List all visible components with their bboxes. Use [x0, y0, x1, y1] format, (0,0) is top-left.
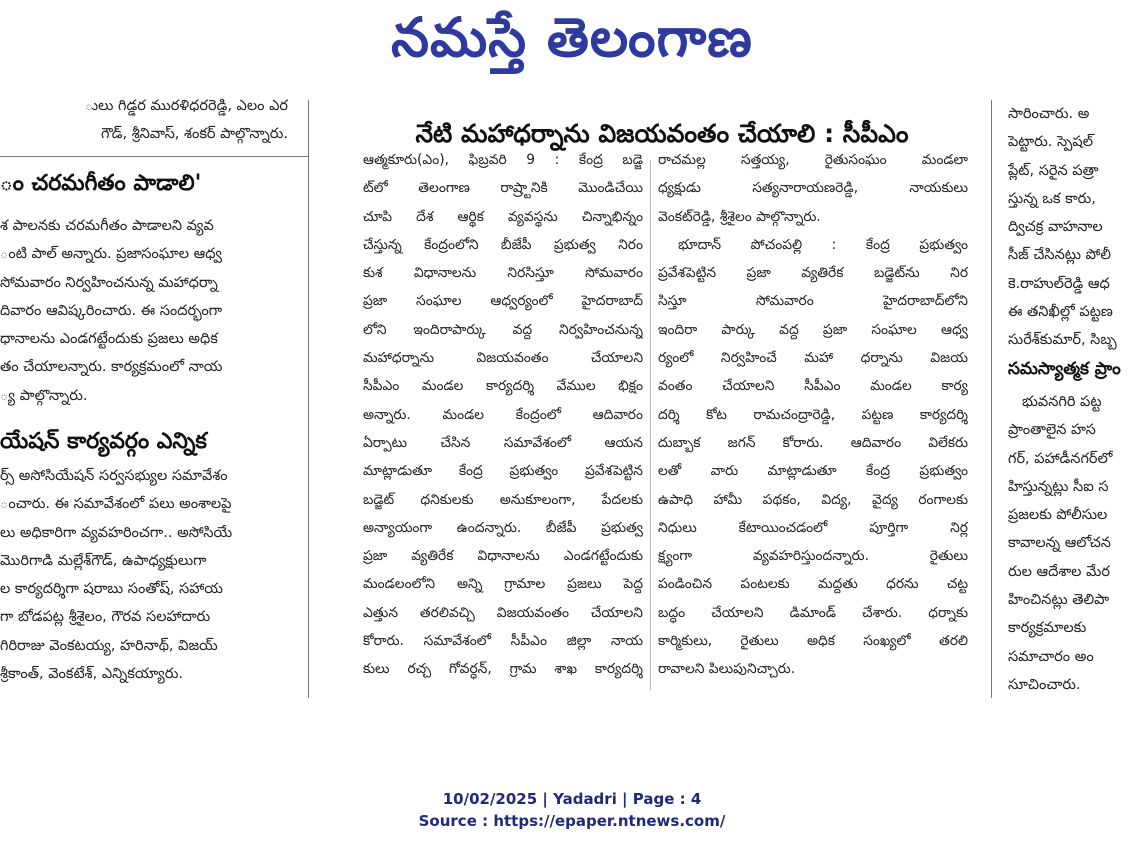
footer-source-link[interactable]: Source : https://epaper.ntnews.com/: [418, 812, 726, 830]
text-line: మాట్లాడుతూ కేంద్ర ప్రభుత్వం ప్రవేశపెట్టిన: [363, 463, 643, 480]
text-line: కార్మికులు, రైతులు అధిక సంఖ్యలో తరలి: [658, 633, 968, 650]
text-line: నిధులు కేటాయించడంలో పూర్తిగా నిర్ల: [658, 519, 968, 536]
text-line: ప్రజా వ్యతిరేక విధానాలను ఎండగట్టేందుకు: [363, 548, 643, 565]
text-line: ర్యంలో నిర్వహించే మహా ధర్నాను విజయ: [658, 350, 968, 367]
text-line: లతో వారు మాట్లాడుతూ కేంద్ర ప్రభుత్వం: [658, 463, 968, 480]
text-line: సురేశ్‌కుమార్‌, సిబ్బ: [1008, 332, 1117, 349]
text-line: ంచారు. ఈ సమావేశంలో పలు అంశాలపై: [0, 496, 232, 513]
text-line: ంటి పాల్‌ అన్నారు. ప్రజాసంఘాల ఆధ్వ: [0, 246, 222, 263]
text-line: మొరిగాడి మల్లేశ్‌గౌడ్‌, ఉపాధ్యక్షులుగా: [0, 552, 207, 569]
text-line: కుశ విధానాలను నిరసిస్తూ సోమవారం: [363, 265, 643, 282]
text-line: ఇందిరా పార్కు వద్ద ప్రజా సంఘాల ఆధ్వ: [658, 321, 968, 338]
text-line: పండించిన పంటలకు మద్దతు ధరను చట్ట: [658, 576, 968, 593]
text-line: తం చేయాలన్నారు. కార్యక్రమంలో నాయ: [0, 359, 223, 376]
masthead: [0, 0, 1144, 80]
text-line: మహాధర్నాను విజయవంతం చేయాలని: [363, 350, 643, 367]
text-line: ్య పాల్గొన్నారు.: [0, 387, 88, 404]
text-line: ఈ తనిఖీల్లో పట్టణ: [1008, 304, 1113, 321]
text-line: లు అధికారిగా వ్యవహరించగా.. అసోసియే: [0, 524, 233, 541]
text-line: ప్రాంతాలైన హస: [1008, 422, 1096, 439]
text-line: కె.రాహుల్‌రెడ్డి ఆధ: [1008, 275, 1110, 292]
text-line: ర్స్‌ అసోసియేషన్‌ సర్వసభ్యుల సమావేశం: [0, 468, 228, 484]
text-line: ధ్యక్షుడు సత్యనారాయణరెడ్డి, నాయకులు: [658, 180, 968, 197]
newspaper-title: నమస్తే తెలంగాణ: [391, 6, 753, 69]
left-story2-heading: యేషన్ కార్యవర్గం ఎన్నిక: [0, 429, 207, 454]
text-line: హిస్తున్నట్లు సీఐ స: [1008, 478, 1109, 495]
text-line: ఉపాధి హామీ పథకం, విద్య, వైద్య రంగాలకు: [658, 491, 968, 508]
text-line: రావాలని పిలుపునిచ్చారు.: [658, 661, 796, 678]
text-line: ులు గిడ్డర మురళిధరరెడ్డి, ఎలం ఎర: [84, 98, 288, 114]
text-line: సూచించారు.: [1008, 676, 1081, 693]
text-line: ద్విచక్ర వాహనాల: [1008, 219, 1103, 236]
main-story-column-1: [363, 146, 643, 694]
text-line: రుల ఆదేశాల మేర: [1008, 563, 1110, 580]
text-line: చేస్తున్న కేంద్రంలోని బీజేపీ ప్రభుత్వ నిరం: [363, 236, 643, 253]
left-story1-body: [0, 212, 290, 417]
text-line: ప్రజా సంఘాల ఆధ్వర్యంలో హైదరాబాద్‌: [363, 293, 643, 310]
text-line: సారించారు. అ: [1008, 106, 1090, 122]
text-line: లోని ఇందిరాపార్కు వద్ద నిర్వహించనున్న: [363, 321, 643, 338]
text-line: హించినట్లు తెలిపా: [1008, 592, 1110, 609]
text-line: మండలంలోని అన్ని గ్రామాల ప్రజలు పెద్ద: [363, 576, 643, 593]
text-line: శ పాలనకు చరమగీతం పాడాలని వ్యవ: [0, 218, 214, 234]
left-story1-heading: ం చరమగీతం పాడాలి': [0, 171, 202, 196]
text-line: గర్‌, పహాడీనగర్‌లో: [1008, 450, 1113, 467]
text-line: ఎత్తున తరలివచ్చి విజయవంతం చేయాలని: [363, 604, 643, 621]
text-line: వెంకట్‌రెడ్డి, శ్రీశైలం పాల్గొన్నారు.: [658, 208, 821, 225]
section-divider-left: [0, 156, 308, 157]
text-line: భూదాన్‌ పోచంపల్లి : కేంద్ర ప్రభుత్వం: [678, 236, 968, 253]
text-line: కోరారు. సమావేశంలో సీపీఎం జిల్లా నాయ: [363, 633, 643, 650]
text-line: సిస్తూ సోమవారం హైదరాబాద్‌లోని: [658, 293, 968, 310]
text-line: ఆత్మకూరు(ఎం), ఫిబ్రవరి 9 : కేంద్ర బడ్జె: [363, 152, 643, 168]
text-line: దుబ్బాక జగన్‌ కోరారు. ఆదివారం విలేకరు: [658, 434, 968, 451]
text-line: బద్ధం చేయాలని డిమాండ్‌ చేశారు. ధర్నాకు: [658, 604, 968, 621]
footer-date-edition: 10/02/2025 | Yadadri | Page : 4: [442, 790, 702, 808]
text-line: ప్రజలకు పోలీసుల: [1008, 507, 1108, 524]
text-line: ప్రవేశపెట్టిన ప్రజా వ్యతిరేక బడ్జెట్‌ను నిర: [658, 265, 968, 282]
text-line: దివారం ఆవిష్కరించారు. ఈ సందర్భంగా: [0, 302, 223, 319]
right-top-text: [1008, 100, 1144, 358]
text-line: సీజ్‌ చేసినట్లు పోలీ: [1008, 247, 1111, 264]
column-divider-left: [308, 100, 309, 698]
text-line: కావాలన్న ఆలోచన: [1008, 535, 1111, 552]
text-line: సీపీఎం మండల కార్యదర్శి వేముల భిక్షం: [363, 378, 643, 395]
main-story-headline: నేటి మహాధర్నాను విజయవంతం చేయాలి : సీపీఎం: [415, 119, 909, 148]
text-line: గా బోడపట్ల శ్రీశైలం, గౌరవ సలహాదారు: [0, 609, 211, 626]
text-line: కులు రచ్చ గోవర్ధన్‌, గ్రామ శాఖ కార్యదర్శి: [363, 661, 643, 678]
main-story-column-rule: [650, 160, 651, 690]
text-line: ఏర్పాటు చేసిన సమావేశంలో ఆయన: [363, 434, 643, 451]
left-top-text: [0, 92, 288, 152]
text-line: ధానాలను ఎండగట్టేందుకు ప్రజలు అధిక: [0, 331, 218, 348]
text-line: రాచమల్ల సత్తయ్య, రైతుసంఘం మండలా: [658, 152, 968, 168]
text-line: వంతం చేయాలని సీపీఎం మండల కార్య: [658, 378, 968, 395]
text-line: ట్‌లో తెలంగాణ రాష్ర్టానికి మొండిచేయి: [363, 180, 643, 197]
text-line: చూపి దేశ ఆర్థిక వ్యవస్థను చిన్నాభిన్నం: [363, 208, 643, 225]
text-line: బడ్జెట్‌ ధనికులకు అనుకూలంగా, పేదలకు: [363, 491, 643, 508]
text-line: క్ష్యంగా వ్యవహరిస్తుందన్నారు. రైతులు: [658, 548, 968, 565]
main-story-column-2: [658, 146, 968, 694]
text-line: గిరిరాజు వెంకటయ్య, హరినాథ్‌, విజయ్‌: [0, 637, 218, 654]
right-story-heading: సమస్యాత్మక ప్రాం: [1008, 359, 1121, 379]
text-line: దర్శి కోట రామచంద్రారెడ్డి, పట్టణ కార్యదర్శి: [658, 406, 968, 423]
text-line: ల కార్యదర్శిగా షరాబు సంతోష్‌, సహాయ: [0, 581, 223, 598]
text-line: సమాచారం అం: [1008, 648, 1094, 665]
column-divider-right: [991, 100, 992, 698]
text-line: పెట్టారు. స్పెషల్‌: [1008, 134, 1094, 151]
text-line: అన్యాయంగా ఉందన్నారు. బీజేపీ ప్రభుత్వ: [363, 519, 643, 536]
text-line: ప్లేట్‌, సరైన పత్రా: [1008, 162, 1099, 179]
text-line: శ్రీకాంత్‌, వెంకటేశ్‌, ఎన్నికయ్యారు.: [0, 666, 184, 683]
text-line: స్తున్న ఒక కారు,: [1008, 190, 1096, 207]
text-line: సోమవారం నిర్వహించనున్న మహాధర్నా: [0, 274, 218, 291]
text-line: కార్యక్రమాలకు: [1008, 620, 1087, 637]
left-story2-body: [0, 462, 290, 694]
text-line: అన్నారు. మండల కేంద్రంలో ఆదివారం: [363, 406, 643, 423]
text-line: భువనగిరి పట్ట: [1022, 394, 1102, 410]
text-line: గౌడ్‌, శ్రీనివాస్‌, శంకర్‌ పాల్గొన్నారు.: [101, 126, 288, 143]
right-story-body: [1008, 388, 1144, 698]
